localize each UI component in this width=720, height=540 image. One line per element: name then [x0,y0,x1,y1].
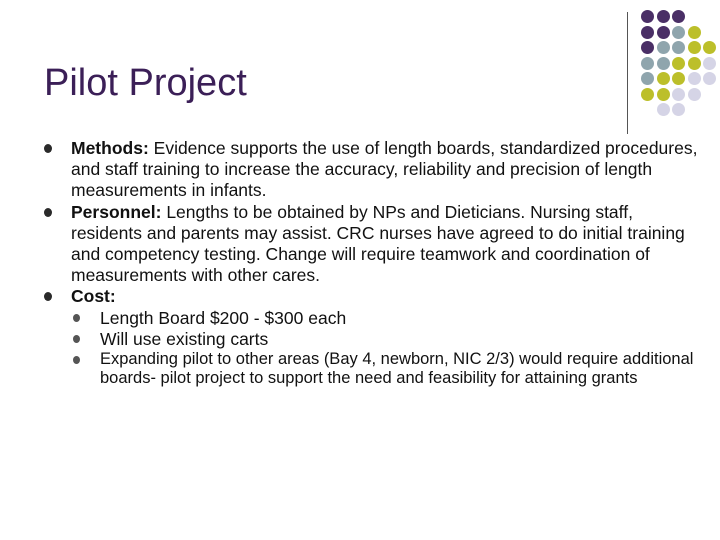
sub-bullet-text: Will use existing carts [100,328,269,349]
slide-title: Pilot Project [44,62,247,104]
decorative-dot-purple [641,41,654,54]
decorative-dot-lavender [703,57,716,70]
sub-bullet-item [71,350,704,389]
bullet-dot-icon [44,208,52,217]
decorative-dot-olive [688,26,701,39]
sub-bullet-dot-icon [73,314,80,322]
bullet-dot-icon [44,292,52,301]
decorative-dot-olive [657,88,670,101]
sub-bullet-item [71,329,704,350]
bullet-text: Lengths to be obtained by NPs and Dieticians. Nursing staff, residents and parents may assist. CRC nurses have agreed to do initial training and competency testing. Change will require teamwork and coordination of measurements with other cares. [71,201,685,286]
bullet-methods [44,138,704,202]
decorative-dot-teal [657,57,670,70]
bullet-dot-icon [44,144,52,153]
decorative-dot-olive [688,41,701,54]
bullet-list [44,138,704,389]
decorative-dot-lavender [703,72,716,85]
decorative-dot-olive [688,57,701,70]
decorative-dot-teal [641,72,654,85]
sub-bullet-list [71,308,704,389]
decorative-dot-purple [672,10,685,23]
decorative-dot-lavender [688,88,701,101]
bullet-label: Methods: [71,138,149,158]
sub-bullet-dot-icon [73,335,80,343]
decorative-dot-grid [641,10,720,120]
title-divider-line [627,12,628,134]
decorative-dot-lavender [672,103,685,116]
bullet-label: Personnel: [71,201,162,222]
decorative-dot-lavender [672,88,685,101]
decorative-dot-lavender [657,103,670,116]
decorative-dot-olive [641,88,654,101]
decorative-dot-teal [641,57,654,70]
decorative-dot-olive [657,72,670,85]
decorative-dot-olive [672,72,685,85]
sub-bullet-text: Length Board $200 - $300 each [100,307,347,328]
decorative-dot-teal [672,41,685,54]
sub-bullet-item [71,308,704,329]
sub-bullet-dot-icon [73,356,80,364]
decorative-dot-teal [672,26,685,39]
bullet-text: Evidence supports the use of length boards, standardized procedures, and staff training to increase the accuracy, reliability and precision of length measurements in infants. [71,138,698,201]
decorative-dot-purple [657,26,670,39]
decorative-dot-olive [672,57,685,70]
decorative-dot-purple [657,10,670,23]
sub-bullet-text: Expanding pilot to other areas (Bay 4, newborn, NIC 2/3) would require additional boards- pilot project to support the need and feasibility for attaining grants [100,349,694,388]
decorative-dot-olive [703,41,716,54]
bullet-personnel [44,202,704,287]
decorative-dot-teal [657,41,670,54]
decorative-dot-purple [641,10,654,23]
decorative-dot-purple [641,26,654,39]
bullet-label: Cost: [71,286,116,307]
decorative-dot-lavender [688,72,701,85]
bullet-cost [44,286,704,388]
